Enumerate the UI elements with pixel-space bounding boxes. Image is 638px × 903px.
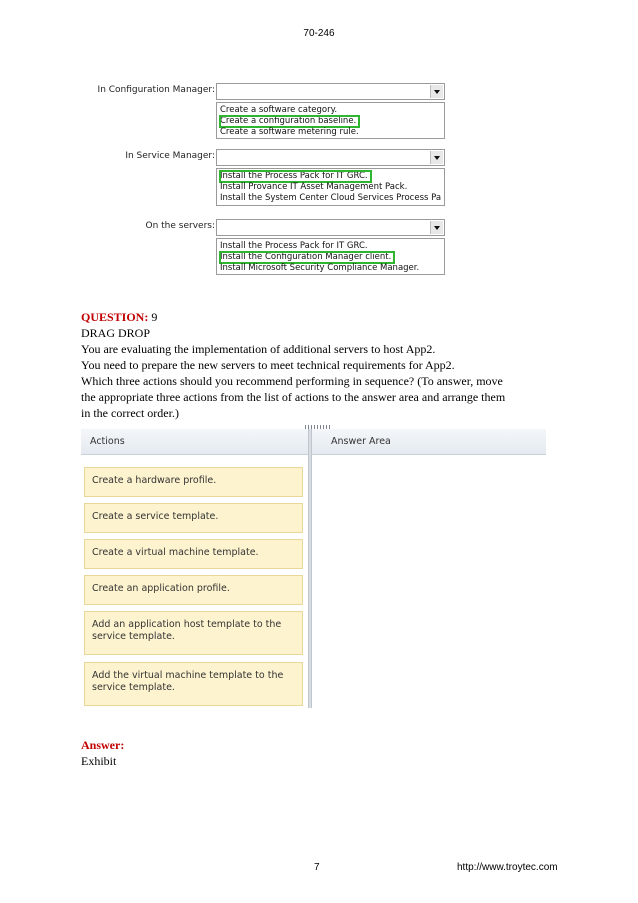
question-line: You need to prepare the new servers to meet technical requirements for App2. xyxy=(81,358,455,372)
option-item[interactable]: Create a software category. xyxy=(220,105,338,115)
question-heading: QUESTION: 9 xyxy=(81,310,158,324)
servers-label: On the servers: xyxy=(145,221,215,231)
answer-label: Answer: xyxy=(81,738,125,752)
chevron-down-icon[interactable] xyxy=(430,151,443,164)
footer-url[interactable]: http://www.troytec.com xyxy=(457,862,558,873)
service-manager-options xyxy=(216,168,445,206)
service-manager-dropdown[interactable] xyxy=(216,149,445,166)
action-item[interactable]: Create a service template. xyxy=(84,503,303,533)
action-item[interactable]: Add an application host template to the service template. xyxy=(84,611,303,655)
config-manager-label: In Configuration Manager: xyxy=(97,85,215,95)
option-item[interactable]: Install the Process Pack for IT GRC. xyxy=(220,241,368,251)
option-item[interactable]: Install the System Center Cloud Services Process Pa xyxy=(220,193,442,203)
answer-block xyxy=(81,737,124,769)
chevron-down-icon[interactable] xyxy=(430,221,443,234)
question-line: You are evaluating the implementation of additional servers to host App2. xyxy=(81,342,436,356)
option-item[interactable]: Create a software metering rule. xyxy=(220,127,359,137)
actions-title: Actions xyxy=(90,436,125,447)
action-item[interactable]: Add the virtual machine template to the service template. xyxy=(84,662,303,706)
question-type: DRAG DROP xyxy=(81,326,151,340)
action-item[interactable]: Create an application profile. xyxy=(84,575,303,605)
action-item[interactable]: Create a hardware profile. xyxy=(84,467,303,497)
question-line: Which three actions should you recommend performing in sequence? (To answer, move xyxy=(81,374,503,388)
answer-area-title: Answer Area xyxy=(331,436,391,447)
option-item-selected[interactable]: Create a configuration baseline. xyxy=(217,116,444,127)
config-manager-options xyxy=(216,102,445,139)
drag-drop-panel xyxy=(81,425,546,708)
servers-options xyxy=(216,238,445,275)
config-manager-dropdown[interactable] xyxy=(216,83,445,100)
service-manager-label: In Service Manager: xyxy=(125,151,215,161)
chevron-down-icon[interactable] xyxy=(430,85,443,98)
answer-area[interactable] xyxy=(313,455,546,708)
option-item[interactable]: Install Microsoft Security Compliance Manager. xyxy=(220,263,420,273)
page-header: 70-246 xyxy=(303,28,335,39)
drag-drop-header xyxy=(81,429,546,455)
question-line: the appropriate three actions from the list of actions to the answer area and arrange them xyxy=(81,390,506,404)
action-item[interactable]: Create a virtual machine template. xyxy=(84,539,303,569)
option-item[interactable]: Install Provance IT Asset Management Pack. xyxy=(220,182,408,192)
page-number: 7 xyxy=(314,862,320,873)
question-line: in the correct order.) xyxy=(81,406,179,420)
servers-dropdown[interactable] xyxy=(216,219,445,236)
question-block xyxy=(81,309,561,421)
option-item-selected[interactable]: Install the Configuration Manager client. xyxy=(217,252,444,263)
panel-divider[interactable] xyxy=(308,429,312,708)
option-item-selected[interactable]: Install the Process Pack for IT GRC. xyxy=(217,171,444,182)
answer-text: Exhibit xyxy=(81,754,117,768)
